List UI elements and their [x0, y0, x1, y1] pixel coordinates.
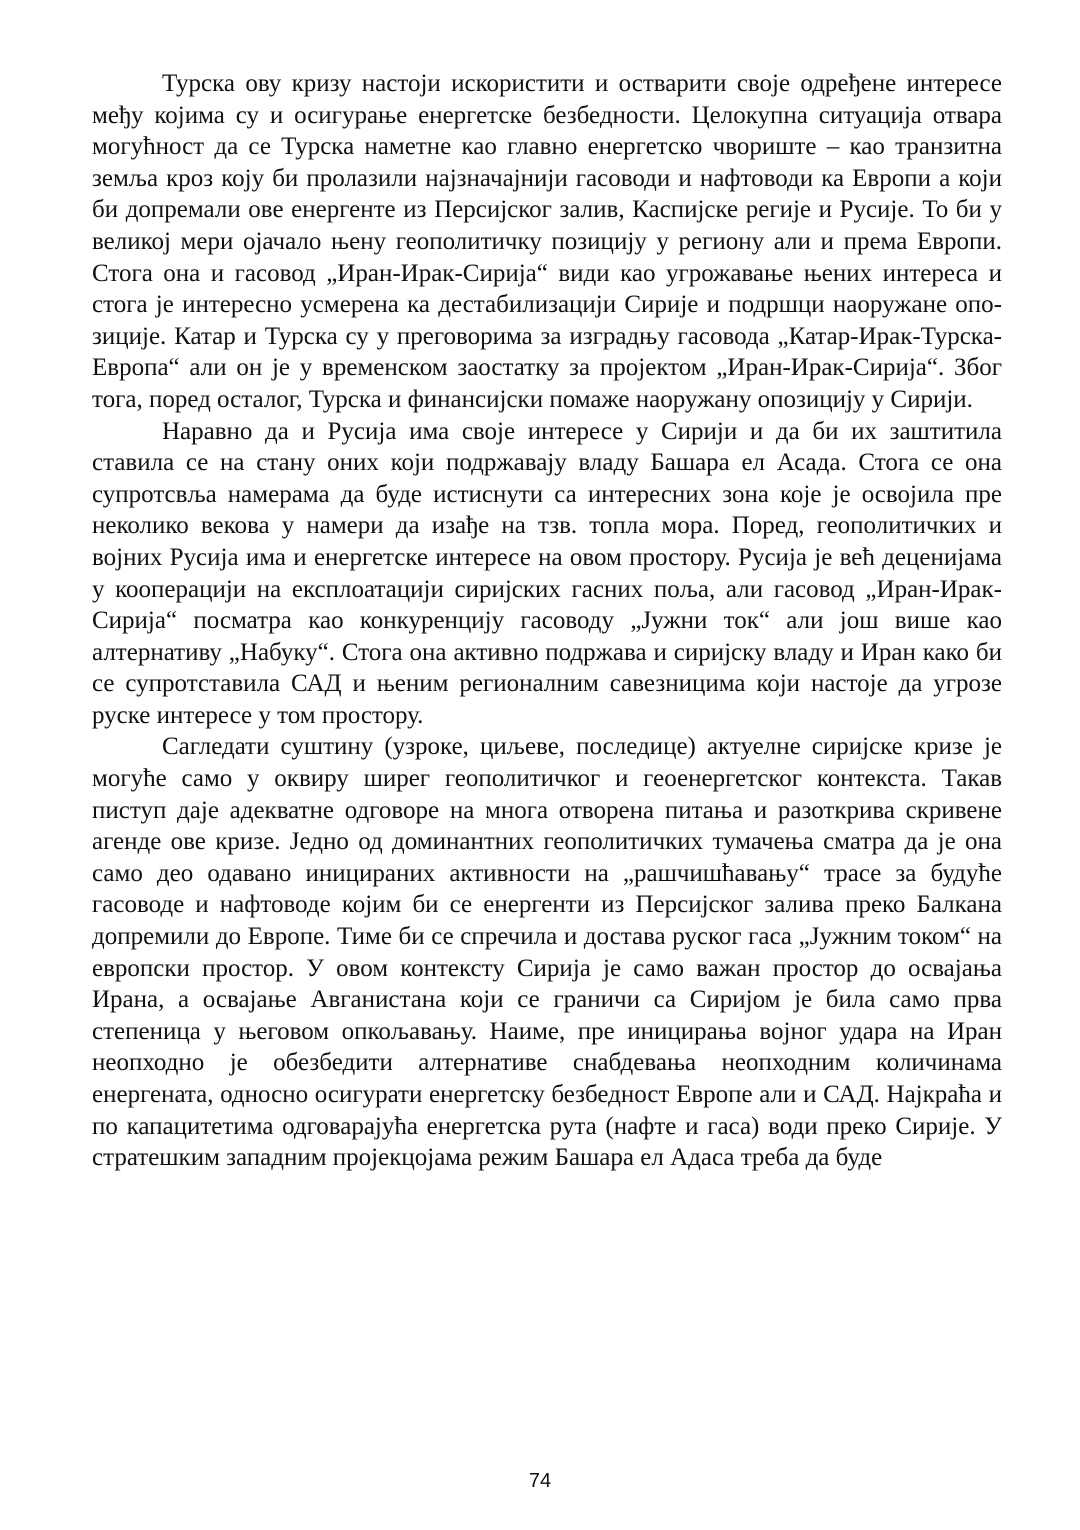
paragraph-context: Сагледати суштину (узроке, циљеве, последице) актуелне сиријске кризе је могуће само у оквиру ширег геополитичког и геоенергетског контекста. Такав пиступ даје адекватне одговоре на многа отворена питања и разоткрива скривене агенде ове кризе. Једно од доминантних геополитичких тумачења сматра да је она само део одавано иницираних активности на „рашчишћавању“ трасе за будуће гасоводе и нафтоводе којим би се енергенти из Персијског залива преко Балкана допремили до Европе. Тиме би се спречила и достава руског гаса „Јужним током“ на европски простор. У овом контексту Сирија је само важан простор до освајања Ирана, а освајање Авганистана који се граничи са Сиријом је била само прва степеница у његовом опкољавању. Наиме, пре иницирања војног удара на Иран неопходно је обезбедити алтернативе снабдевања неопходним количинама енергената, односно осигурати енергетску безбедност Европе али и САД. Најкраћа и по капацитетима одговарајућа енергетска рута (нафте и гаса) води преко Сирије. У стратешким западним пројекцојама режим Башара ел Адаса треба да буде	[92, 733, 1002, 1172]
document-body	[92, 68, 1002, 1174]
page-number: 74	[528, 1470, 552, 1492]
paragraph-russia: Наравно да и Русија има своје интересе у Сирији и да би их заштитила ставила се на стану оних који подржавају владу Башара ел Асада. Стога се она супротсвља намерама да буде истиснути са интересних зона које је освојила пре неколико векова у намери да изађе на тзв. топла мора. Поред, геополитичких и војних Русија има и енергетске интересе на овом простору. Русија је већ деценијама у кооперацији на експлоатацији сиријских гасних поља, али гасовод „Иран-Ирак-Сирија“ посматра као конкуренцију гасоводу „Јужни ток“ али још више као алтернативу „Набуку“. Стога она активно подржава и сиријску владу и Иран како би се супротставила САД и њеним регионалним савезницима који настоје да угрозе руске интересе у том простору.	[92, 417, 1002, 729]
paragraph-turkey: Турска ову кризу настоји искористити и остварити своје одређене интересе међу којима су и осигурање енергетске безбедности. Целокупна ситуација отвара могућност да се Турска наметне као главно енергетско чвориште – као транзитна земља кроз коју би пролазили најзначајнији гасоводи и нафтоводи ка Европи а који би допремали ове енергенте из Персијског залив, Каспијске регије и Русије. То би у великој мери ојачало њену геополитичку позицију у региону али и према Европи. Стога она и гасовод „Иран-Ирак-Сирија“ види као угрожавање њених интереса и стога је интересно усмерена ка дестабилизацији Сирије и подршци наоружане опозиције. Катар и Турска су у преговорима за изградњу гасовода „Катар-Ирак-Турска-Европа“ али он је у временском заостатку за пројектом „Иран-Ирак-Сирија“. Због тога, поред осталог, Турска и финансијски помаже наоружану опозицију у Сирији.	[92, 70, 1002, 413]
